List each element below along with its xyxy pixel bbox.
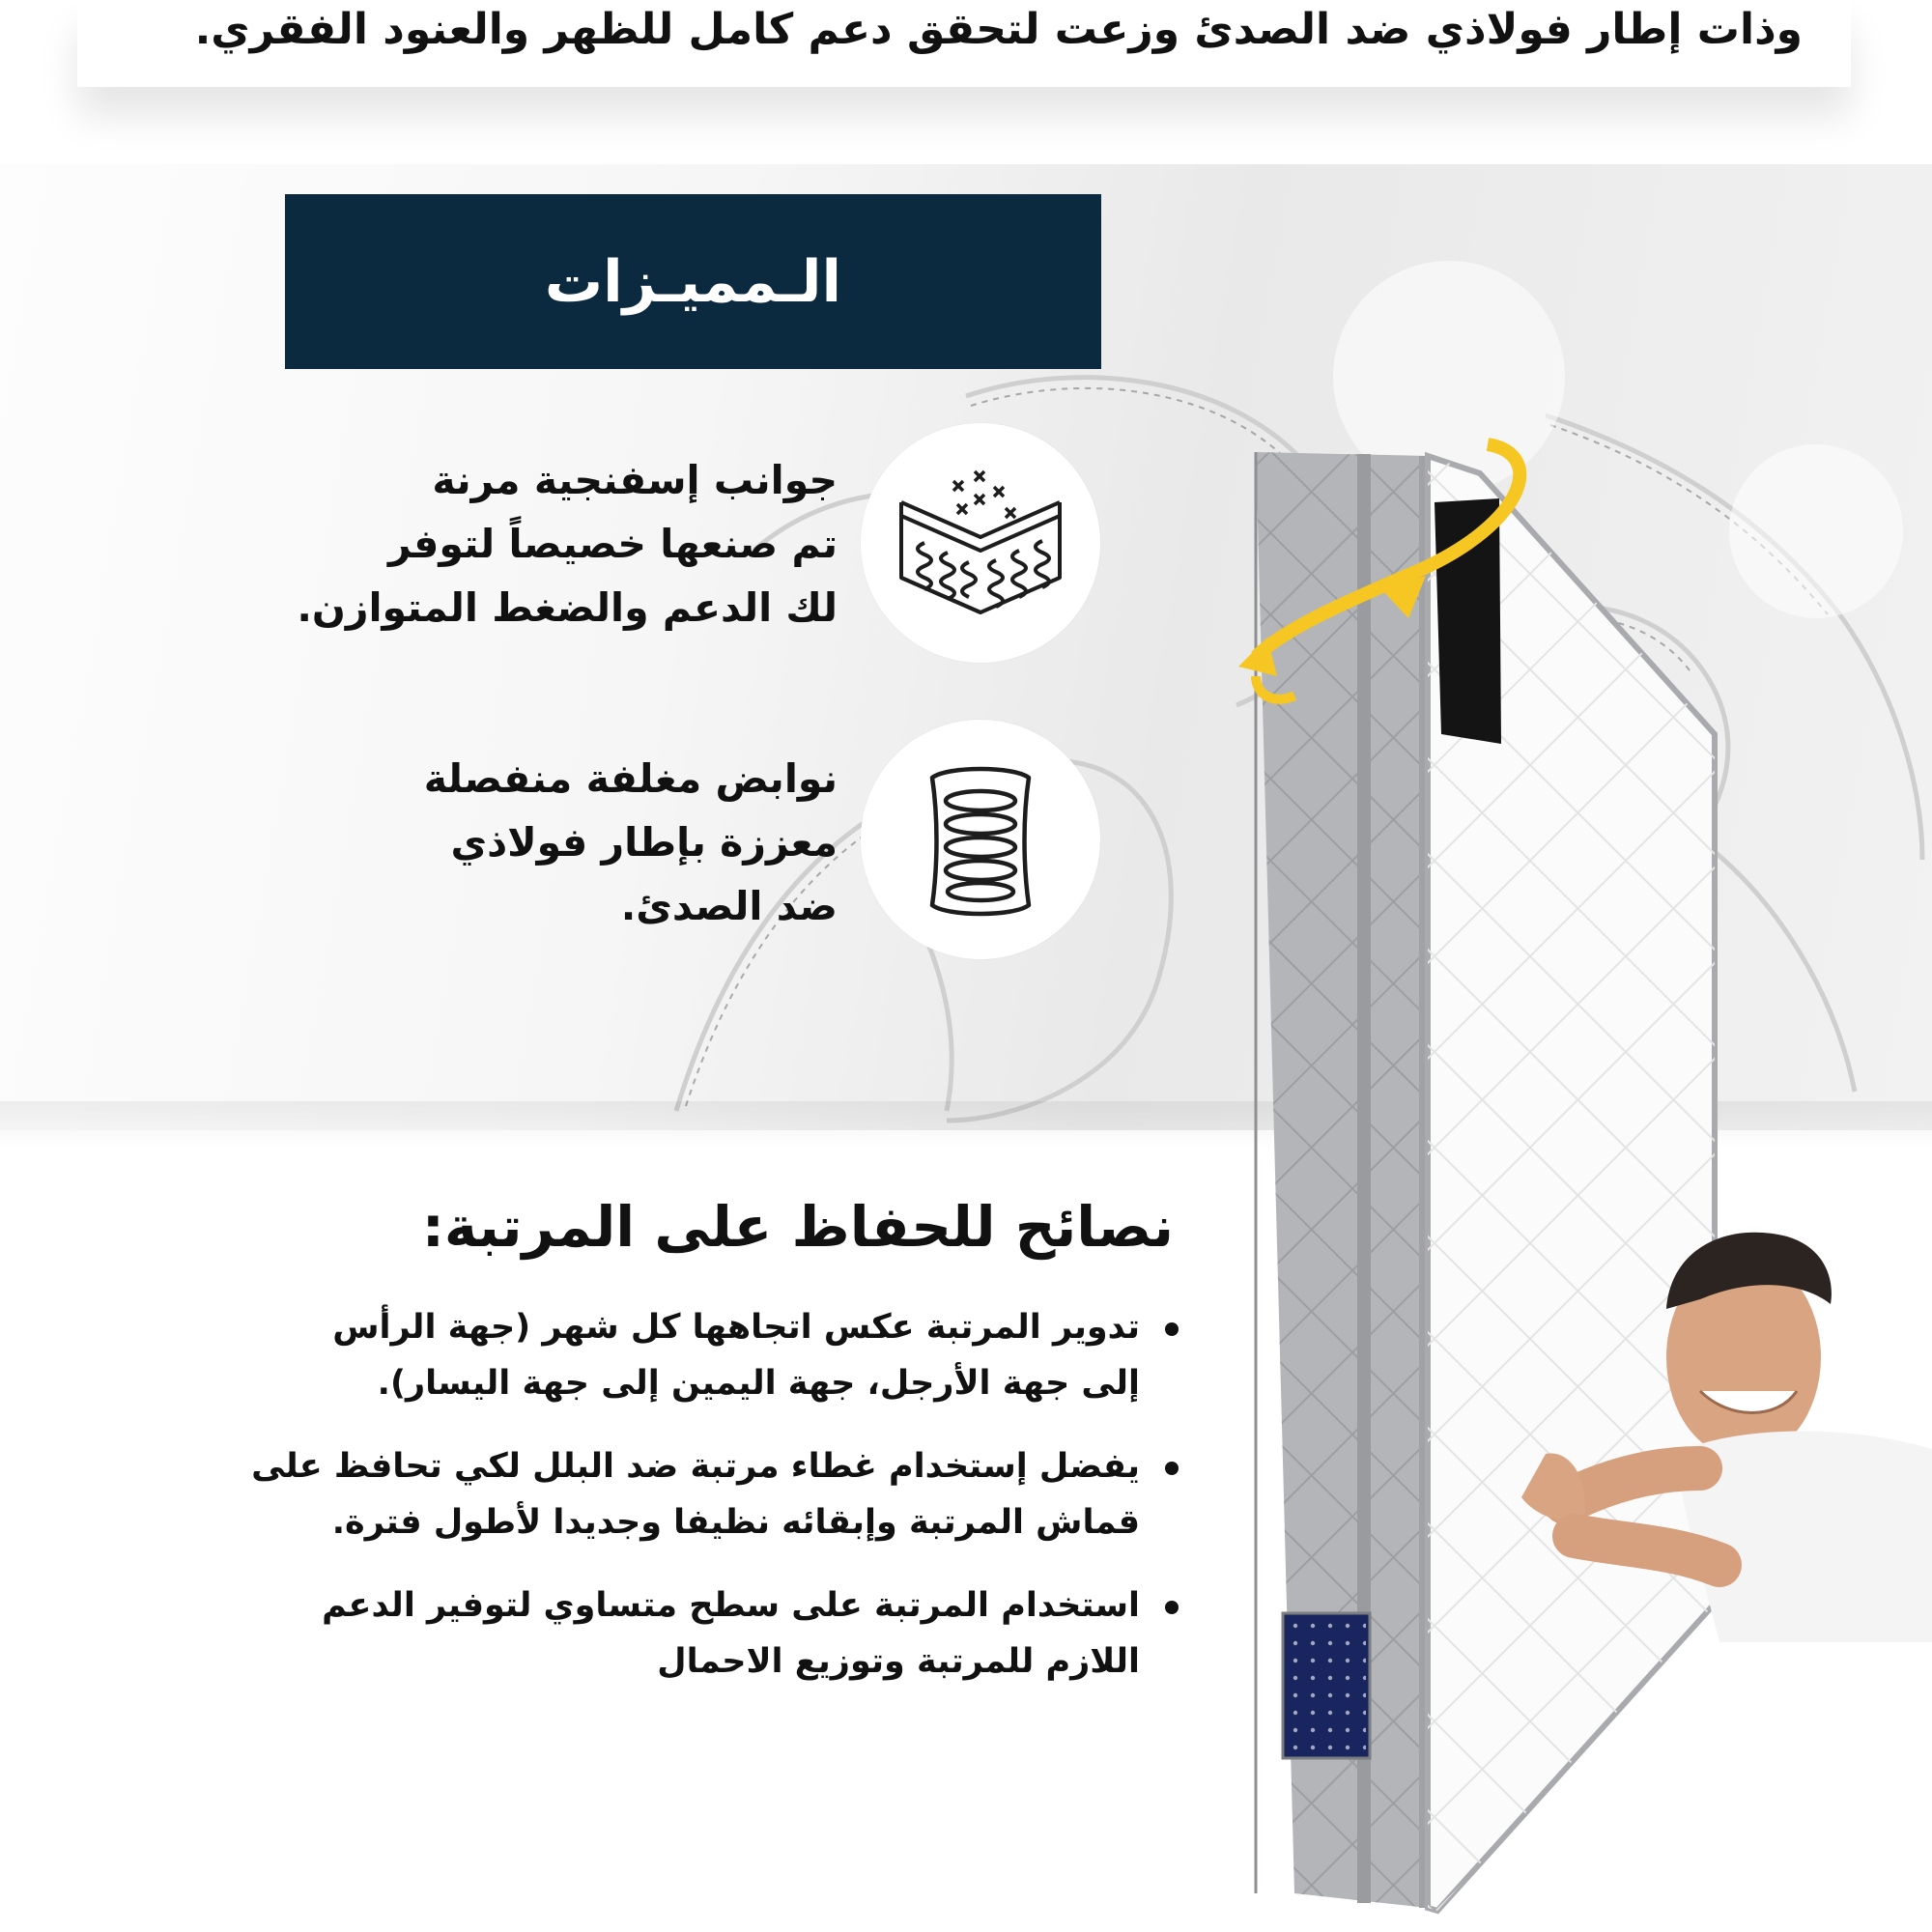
feature-line: معززة بإطار فولاذي	[450, 819, 838, 866]
feature-line: تم صنعها خصيصاً لتوفر	[388, 521, 838, 567]
tip-line: قماش المرتبة وإبقائه نظيفا وجديدا لأطول فترة.	[331, 1503, 1140, 1542]
tip-line: تدوير المرتبة عكس اتجاهها كل شهر (جهة الرأس	[332, 1308, 1140, 1347]
tip-line: اللازم للمرتبة وتوزيع الاحمال	[657, 1642, 1140, 1681]
bullet-icon	[1165, 1601, 1179, 1614]
tips-title: نصائح للحفاظ على المرتبة:	[421, 1194, 1174, 1260]
tip-line: يفضل إستخدام غطاء مرتبة ضد البلل لكي تحافظ على	[251, 1447, 1140, 1486]
bullet-icon	[1165, 1462, 1179, 1475]
tip-line: إلى جهة الأرجل، جهة اليمين إلى جهة اليسار).	[377, 1364, 1140, 1403]
list-item	[213, 1438, 1179, 1550]
feature-line: نوابض مغلفة منفصلة	[423, 755, 838, 802]
tip-line: استخدام المرتبة على سطح متساوي لتوفير الدعم	[322, 1586, 1140, 1625]
list-item	[213, 1577, 1179, 1690]
list-item	[213, 1299, 1179, 1411]
feature-line: جوانب إسفنجية مرنة	[432, 457, 838, 503]
tips-list	[213, 1299, 1179, 1717]
feature-line: ضد الصدئ.	[620, 883, 838, 929]
bullet-icon	[1165, 1322, 1179, 1336]
features-heading: الـمميـزات	[544, 247, 842, 316]
intro-text: وذات إطار فولاذي ضد الصدئ وزعت لتحقق دعم كامل للظهر والعنود الفقري.	[194, 5, 1803, 54]
feature-line: لك الدعم والضغط المتوازن.	[297, 584, 838, 631]
